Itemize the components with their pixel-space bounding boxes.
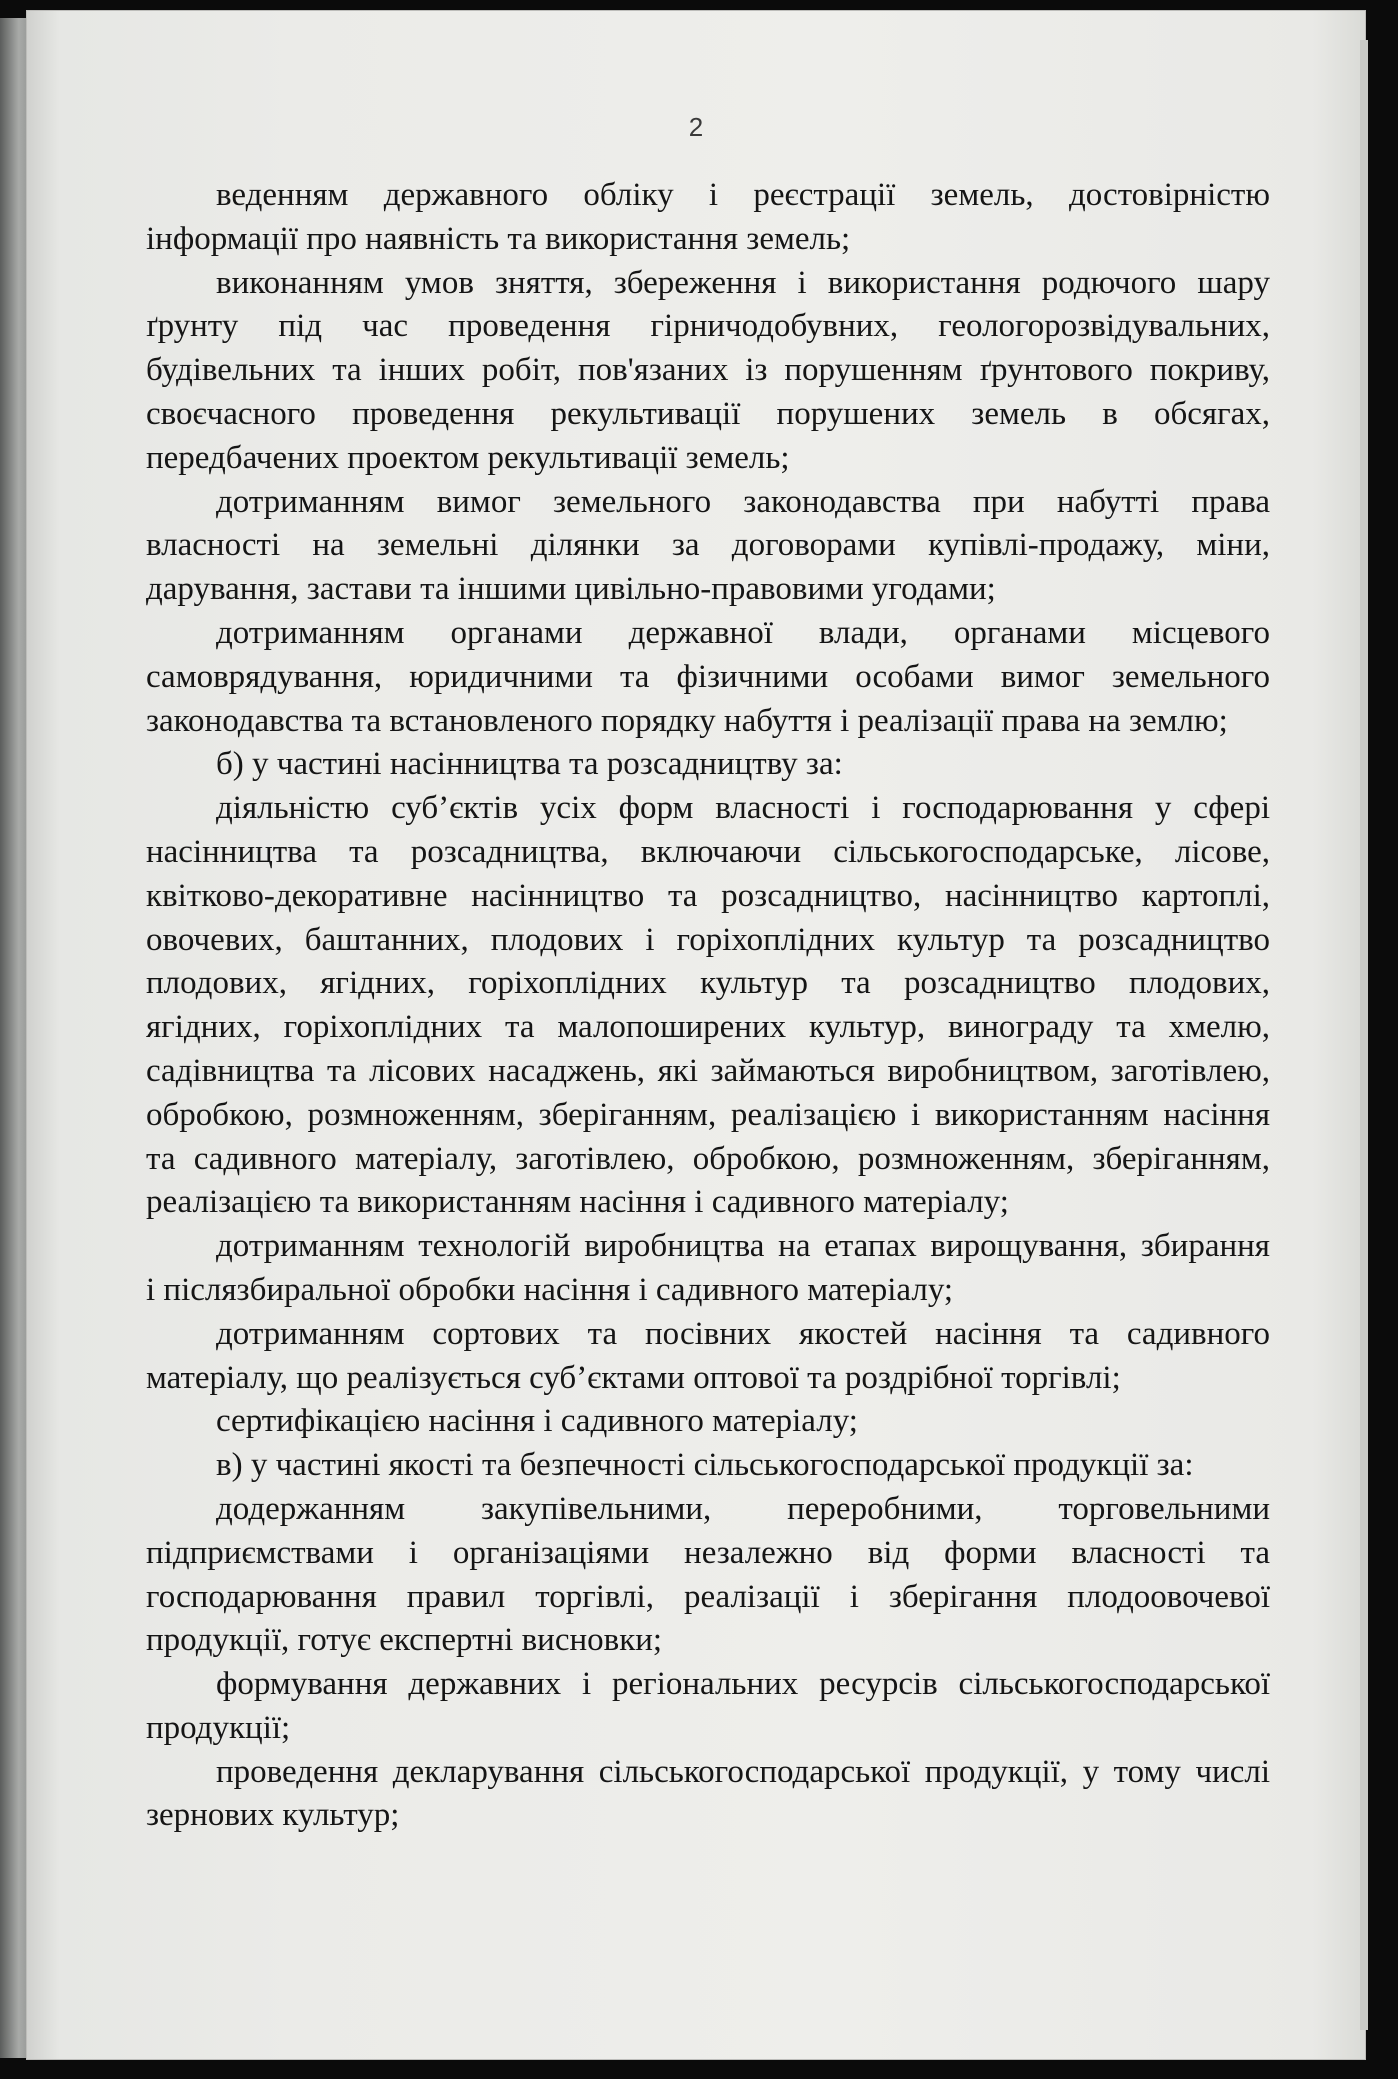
text-line: діяльністю суб’єктів усіх форм власності і господарювання у сфері bbox=[216, 790, 1270, 827]
text-line: продукції; bbox=[146, 1709, 291, 1746]
text-line: законодавства та встановленого порядку набуття і реалізації права на землю; bbox=[146, 702, 1228, 739]
text-line: і післязбиральної обробки насіння і садивного матеріалу; bbox=[146, 1271, 954, 1308]
text-line: передбачених проектом рекультивації земель; bbox=[146, 439, 790, 476]
text-line: додержанням закупівельними, переробними, торговельними bbox=[216, 1490, 1270, 1527]
text-line: проведення декларування сільськогосподарської продукції, у тому числі bbox=[216, 1753, 1270, 1790]
document-page bbox=[26, 10, 1366, 2060]
text-line: дотриманням сортових та посівних якостей насіння та садивного bbox=[216, 1315, 1270, 1352]
text-line: своєчасного проведення рекультивації порушених земель в обсягах, bbox=[146, 395, 1270, 432]
page-number: 2 bbox=[688, 112, 704, 142]
text-line: в) у частині якості та безпечності сільськогосподарської продукції за: bbox=[216, 1447, 1194, 1484]
document-body bbox=[146, 174, 1270, 1838]
text-line: садівництва та лісових насаджень, які займаються виробництвом, заготівлею, bbox=[146, 1052, 1270, 1089]
text-line: плодових, ягідних, горіхоплідних культур та розсадництво плодових, bbox=[146, 965, 1270, 1002]
text-line: насінництва та розсадництва, включаючи сільськогосподарське, лісове, bbox=[146, 833, 1270, 870]
text-line: підприємствами і організаціями незалежно від форми власності та bbox=[146, 1534, 1270, 1571]
text-line: будівельних та інших робіт, пов'язаних із порушенням ґрунтового покриву, bbox=[146, 352, 1270, 389]
text-line: ягідних, горіхоплідних та малопоширених культур, винограду та хмелю, bbox=[146, 1009, 1270, 1046]
text-line: дотриманням технологій виробництва на етапах вирощування, збирання bbox=[216, 1228, 1270, 1265]
text-line: дотриманням органами державної влади, органами місцевого bbox=[216, 614, 1270, 651]
text-line: та садивного матеріалу, заготівлею, обробкою, розмноженням, зберіганням, bbox=[146, 1140, 1270, 1177]
text-line: власності на земельні ділянки за договорами купівлі-продажу, міни, bbox=[146, 527, 1270, 564]
text-line: б) у частині насінництва та розсадництву за: bbox=[216, 746, 843, 783]
text-line: зернових культур; bbox=[146, 1797, 400, 1834]
text-line: ґрунту під час проведення гірничодобувних, геологорозвідувальних, bbox=[146, 308, 1270, 345]
text-line: матеріалу, що реалізується суб’єктами оптової та роздрібної торгівлі; bbox=[146, 1359, 1121, 1396]
text-line: квітково-декоративне насінництво та розсадництво, насінництво картоплі, bbox=[146, 877, 1270, 914]
text-line: реалізацією та використанням насіння і садивного матеріалу; bbox=[146, 1184, 1009, 1221]
text-line: дарування, застави та іншими цивільно-правовими угодами; bbox=[146, 571, 996, 608]
text-line: продукції, готує експертні висновки; bbox=[146, 1622, 663, 1659]
text-line: інформації про наявність та використання земель; bbox=[146, 220, 851, 257]
text-line: обробкою, розмноженням, зберіганням, реалізацією і використанням насіння bbox=[146, 1096, 1270, 1133]
text-line: веденням державного обліку і реєстрації земель, достовірністю bbox=[216, 177, 1270, 213]
text-line: овочевих, баштанних, плодових і горіхоплідних культур та розсадництво bbox=[146, 921, 1270, 958]
text-line: сертифікацією насіння і садивного матеріалу; bbox=[216, 1403, 858, 1440]
text-line: господарювання правил торгівлі, реалізації і зберігання плодоовочевої bbox=[146, 1578, 1270, 1615]
text-line: виконанням умов зняття, збереження і використання родючого шару bbox=[216, 264, 1270, 301]
page-stack-edge bbox=[1360, 40, 1368, 2030]
text-line: формування державних і регіональних ресурсів сільськогосподарської bbox=[216, 1666, 1270, 1703]
text-line: самоврядування, юридичними та фізичними особами вимог земельного bbox=[146, 658, 1270, 695]
text-line: дотриманням вимог земельного законодавства при набутті права bbox=[216, 483, 1270, 520]
